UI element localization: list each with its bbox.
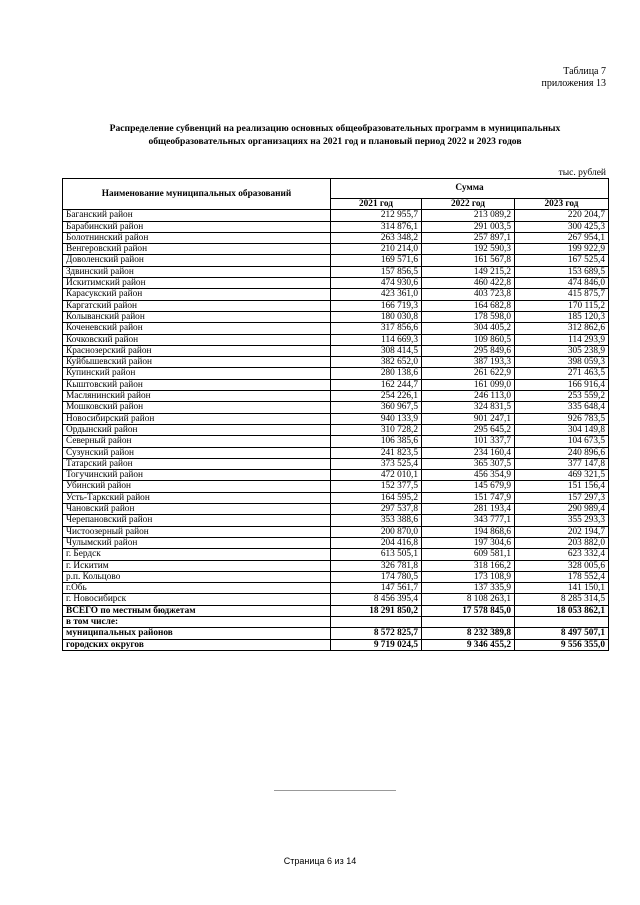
row-name: г. Новосибирск bbox=[63, 594, 331, 605]
row-name: Карасукский район bbox=[63, 289, 331, 300]
value-2023: 377 147,8 bbox=[515, 458, 609, 469]
row-name: Колыванский район bbox=[63, 311, 331, 322]
value-2023: 355 293,3 bbox=[515, 515, 609, 526]
value-2022: 109 860,5 bbox=[422, 334, 515, 345]
value-2021: 360 967,5 bbox=[331, 402, 422, 413]
value-2021: 169 571,6 bbox=[331, 255, 422, 266]
row-name: в том числе: bbox=[63, 616, 331, 627]
value-2021: 263 348,2 bbox=[331, 232, 422, 243]
value-2022: 151 747,9 bbox=[422, 492, 515, 503]
table-row bbox=[63, 289, 609, 300]
value-2023: 104 673,5 bbox=[515, 436, 609, 447]
table-row bbox=[63, 221, 609, 232]
total-row bbox=[63, 616, 609, 627]
row-name: г. Искитим bbox=[63, 560, 331, 571]
value-2023: 157 297,3 bbox=[515, 492, 609, 503]
value-2022: 192 590,3 bbox=[422, 244, 515, 255]
row-name: Коченевский район bbox=[63, 323, 331, 334]
value-2023: 166 916,4 bbox=[515, 379, 609, 390]
table-row bbox=[63, 244, 609, 255]
value-2023: 202 194,7 bbox=[515, 526, 609, 537]
value-2023: 335 648,4 bbox=[515, 402, 609, 413]
value-2022: 456 354,9 bbox=[422, 470, 515, 481]
row-name: Убинский район bbox=[63, 481, 331, 492]
value-2022: 403 723,8 bbox=[422, 289, 515, 300]
row-name: Татарский район bbox=[63, 458, 331, 469]
value-2021: 308 414,5 bbox=[331, 345, 422, 356]
value-2022: 137 335,9 bbox=[422, 583, 515, 594]
table-row bbox=[63, 278, 609, 289]
table-row bbox=[63, 447, 609, 458]
value-2023: 623 332,4 bbox=[515, 549, 609, 560]
table-row bbox=[63, 357, 609, 368]
value-2021: 326 781,8 bbox=[331, 560, 422, 571]
footer-separator bbox=[274, 790, 396, 791]
value-2023: 8 285 314,5 bbox=[515, 594, 609, 605]
value-2022: 8 232 389,8 bbox=[422, 628, 515, 639]
row-name: Краснозерский район bbox=[63, 345, 331, 356]
row-name: г. Бердск bbox=[63, 549, 331, 560]
table-row bbox=[63, 300, 609, 311]
row-name: г.Обь bbox=[63, 583, 331, 594]
table-caption bbox=[542, 66, 606, 90]
row-name: Черепановский район bbox=[63, 515, 331, 526]
value-2022: 460 422,8 bbox=[422, 278, 515, 289]
table-row bbox=[63, 255, 609, 266]
row-name: Каргатский район bbox=[63, 300, 331, 311]
value-2021: 174 780,5 bbox=[331, 571, 422, 582]
table-row bbox=[63, 311, 609, 322]
column-header-sum: Сумма bbox=[331, 179, 609, 199]
value-2021: 114 669,3 bbox=[331, 334, 422, 345]
value-2023: 469 321,5 bbox=[515, 470, 609, 481]
value-2021: 280 138,6 bbox=[331, 368, 422, 379]
value-2022: 164 682,8 bbox=[422, 300, 515, 311]
value-2022: 178 598,0 bbox=[422, 311, 515, 322]
value-2023: 300 425,3 bbox=[515, 221, 609, 232]
column-header-year-2022: 2022 год bbox=[422, 199, 515, 210]
table-row bbox=[63, 492, 609, 503]
row-name: Баганский район bbox=[63, 210, 331, 221]
row-name: муниципальных районов bbox=[63, 628, 331, 639]
value-2023: 305 238,9 bbox=[515, 345, 609, 356]
value-2021: 18 291 850,2 bbox=[331, 605, 422, 616]
value-2021: 310 728,2 bbox=[331, 424, 422, 435]
document-title bbox=[62, 122, 608, 148]
value-2021: 254 226,1 bbox=[331, 391, 422, 402]
table-row bbox=[63, 379, 609, 390]
value-2023: 240 896,6 bbox=[515, 447, 609, 458]
row-name: Искитимский район bbox=[63, 278, 331, 289]
table-row bbox=[63, 549, 609, 560]
table-row bbox=[63, 210, 609, 221]
column-header-year-2023: 2023 год bbox=[515, 199, 609, 210]
table-row bbox=[63, 323, 609, 334]
value-2022: 257 897,1 bbox=[422, 232, 515, 243]
table-row bbox=[63, 504, 609, 515]
value-2023: 328 005,6 bbox=[515, 560, 609, 571]
table-row bbox=[63, 402, 609, 413]
value-2021 bbox=[331, 616, 422, 627]
value-2023: 9 556 355,0 bbox=[515, 639, 609, 650]
value-2021: 9 719 024,5 bbox=[331, 639, 422, 650]
row-name: р.п. Кольцово bbox=[63, 571, 331, 582]
value-2021: 317 856,6 bbox=[331, 323, 422, 334]
value-2022: 234 160,4 bbox=[422, 447, 515, 458]
value-2023: 398 059,3 bbox=[515, 357, 609, 368]
value-2023: 304 149,8 bbox=[515, 424, 609, 435]
table-row bbox=[63, 266, 609, 277]
table-row bbox=[63, 515, 609, 526]
row-name: Тогучинский район bbox=[63, 470, 331, 481]
value-2021: 180 030,8 bbox=[331, 311, 422, 322]
column-header-name: Наименование муниципальных образований bbox=[63, 179, 331, 210]
value-2023: 312 862,6 bbox=[515, 323, 609, 334]
value-2022: 213 089,2 bbox=[422, 210, 515, 221]
value-2021: 166 719,3 bbox=[331, 300, 422, 311]
value-2022: 197 304,6 bbox=[422, 537, 515, 548]
table-row bbox=[63, 481, 609, 492]
row-name: Барабинский район bbox=[63, 221, 331, 232]
title-line-1: Распределение субвенций на реализацию основных общеобразовательных программ в муниципальных bbox=[109, 123, 561, 134]
value-2022: 295 849,6 bbox=[422, 345, 515, 356]
total-row bbox=[63, 639, 609, 650]
value-2021: 8 456 395,4 bbox=[331, 594, 422, 605]
value-2021: 940 133,9 bbox=[331, 413, 422, 424]
value-2023: 203 882,0 bbox=[515, 537, 609, 548]
value-2021: 472 010,1 bbox=[331, 470, 422, 481]
value-2022: 609 581,1 bbox=[422, 549, 515, 560]
value-2021: 204 416,8 bbox=[331, 537, 422, 548]
row-name: Мошковский район bbox=[63, 402, 331, 413]
row-name: Куйбышевский район bbox=[63, 357, 331, 368]
row-name: Здвинский район bbox=[63, 266, 331, 277]
value-2022: 343 777,1 bbox=[422, 515, 515, 526]
value-2023: 253 559,2 bbox=[515, 391, 609, 402]
value-2022: 101 337,7 bbox=[422, 436, 515, 447]
value-2023: 271 463,5 bbox=[515, 368, 609, 379]
title-line-2: общеобразовательных организациях на 2021 год и плановый период 2022 и 2023 годов bbox=[148, 136, 522, 147]
value-2022: 901 247,1 bbox=[422, 413, 515, 424]
value-2022: 387 193,3 bbox=[422, 357, 515, 368]
table-row bbox=[63, 560, 609, 571]
table-row bbox=[63, 232, 609, 243]
table-row bbox=[63, 583, 609, 594]
value-2023: 18 053 862,1 bbox=[515, 605, 609, 616]
value-2021: 106 385,6 bbox=[331, 436, 422, 447]
value-2023: 474 846,0 bbox=[515, 278, 609, 289]
table-number: Таблица 7 bbox=[563, 66, 606, 77]
value-2021: 210 214,0 bbox=[331, 244, 422, 255]
table-row bbox=[63, 368, 609, 379]
value-2022: 291 003,5 bbox=[422, 221, 515, 232]
column-header-year-2021: 2021 год bbox=[331, 199, 422, 210]
row-name: Новосибирский район bbox=[63, 413, 331, 424]
value-2021: 8 572 825,7 bbox=[331, 628, 422, 639]
table-row bbox=[63, 537, 609, 548]
value-2022: 161 099,0 bbox=[422, 379, 515, 390]
value-2021: 423 361,0 bbox=[331, 289, 422, 300]
table-row bbox=[63, 436, 609, 447]
value-2023: 167 525,4 bbox=[515, 255, 609, 266]
value-2023: 290 989,4 bbox=[515, 504, 609, 515]
value-2021: 474 930,6 bbox=[331, 278, 422, 289]
value-2022: 8 108 263,1 bbox=[422, 594, 515, 605]
value-2022: 17 578 845,0 bbox=[422, 605, 515, 616]
value-2021: 241 823,5 bbox=[331, 447, 422, 458]
row-name: Сузунский район bbox=[63, 447, 331, 458]
value-2021: 297 537,8 bbox=[331, 504, 422, 515]
table-row bbox=[63, 413, 609, 424]
row-name: ВСЕГО по местным бюджетам bbox=[63, 605, 331, 616]
value-2022: 9 346 455,2 bbox=[422, 639, 515, 650]
value-2023: 151 156,4 bbox=[515, 481, 609, 492]
value-2021: 164 595,2 bbox=[331, 492, 422, 503]
value-2021: 147 561,7 bbox=[331, 583, 422, 594]
appendix-reference: приложения 13 bbox=[541, 78, 606, 89]
page-number: Страница 6 из 14 bbox=[283, 856, 357, 866]
value-2023 bbox=[515, 616, 609, 627]
table-row bbox=[63, 594, 609, 605]
row-name: Венгеровский район bbox=[63, 244, 331, 255]
value-2021: 152 377,5 bbox=[331, 481, 422, 492]
value-2023: 185 120,3 bbox=[515, 311, 609, 322]
row-name: Купинский район bbox=[63, 368, 331, 379]
value-2021: 200 870,0 bbox=[331, 526, 422, 537]
value-2022 bbox=[422, 616, 515, 627]
value-2022: 304 405,2 bbox=[422, 323, 515, 334]
value-2023: 153 689,5 bbox=[515, 266, 609, 277]
value-2021: 373 525,4 bbox=[331, 458, 422, 469]
value-2021: 382 652,0 bbox=[331, 357, 422, 368]
row-name: Чулымский район bbox=[63, 537, 331, 548]
row-name: Доволенский район bbox=[63, 255, 331, 266]
row-name: Ордынский район bbox=[63, 424, 331, 435]
value-2022: 173 108,9 bbox=[422, 571, 515, 582]
table-row bbox=[63, 424, 609, 435]
table-row bbox=[63, 470, 609, 481]
total-row bbox=[63, 628, 609, 639]
value-2022: 324 831,5 bbox=[422, 402, 515, 413]
value-2021: 212 955,7 bbox=[331, 210, 422, 221]
value-2022: 295 645,2 bbox=[422, 424, 515, 435]
table-row bbox=[63, 526, 609, 537]
value-2022: 365 307,5 bbox=[422, 458, 515, 469]
value-2023: 267 954,1 bbox=[515, 232, 609, 243]
value-2022: 145 679,9 bbox=[422, 481, 515, 492]
value-2023: 8 497 507,1 bbox=[515, 628, 609, 639]
value-2023: 170 115,2 bbox=[515, 300, 609, 311]
units-label: тыс. рублей bbox=[558, 168, 606, 178]
row-name: Кыштовский район bbox=[63, 379, 331, 390]
row-name: Кочковский район bbox=[63, 334, 331, 345]
row-name: Усть-Таркский район bbox=[63, 492, 331, 503]
table-row bbox=[63, 391, 609, 402]
value-2022: 281 193,4 bbox=[422, 504, 515, 515]
value-2022: 194 868,6 bbox=[422, 526, 515, 537]
row-name: Болотнинский район bbox=[63, 232, 331, 243]
value-2021: 353 388,6 bbox=[331, 515, 422, 526]
value-2023: 220 204,7 bbox=[515, 210, 609, 221]
value-2022: 161 567,8 bbox=[422, 255, 515, 266]
row-name: городских округов bbox=[63, 639, 331, 650]
table-body bbox=[63, 210, 609, 651]
row-name: Северный район bbox=[63, 436, 331, 447]
value-2023: 178 552,4 bbox=[515, 571, 609, 582]
value-2021: 613 505,1 bbox=[331, 549, 422, 560]
value-2023: 415 875,7 bbox=[515, 289, 609, 300]
value-2021: 314 876,1 bbox=[331, 221, 422, 232]
table-row bbox=[63, 571, 609, 582]
value-2023: 114 293,9 bbox=[515, 334, 609, 345]
value-2023: 199 922,9 bbox=[515, 244, 609, 255]
value-2023: 141 150,1 bbox=[515, 583, 609, 594]
value-2021: 157 856,5 bbox=[331, 266, 422, 277]
table-row bbox=[63, 334, 609, 345]
row-name: Чистоозерный район bbox=[63, 526, 331, 537]
value-2022: 318 166,2 bbox=[422, 560, 515, 571]
value-2021: 162 244,7 bbox=[331, 379, 422, 390]
row-name: Чановский район bbox=[63, 504, 331, 515]
total-row bbox=[63, 605, 609, 616]
value-2023: 926 783,5 bbox=[515, 413, 609, 424]
value-2022: 261 622,9 bbox=[422, 368, 515, 379]
value-2022: 149 215,2 bbox=[422, 266, 515, 277]
table-row bbox=[63, 345, 609, 356]
value-2022: 246 113,0 bbox=[422, 391, 515, 402]
table-row bbox=[63, 458, 609, 469]
subsidy-table bbox=[62, 178, 609, 651]
row-name: Маслянинский район bbox=[63, 391, 331, 402]
